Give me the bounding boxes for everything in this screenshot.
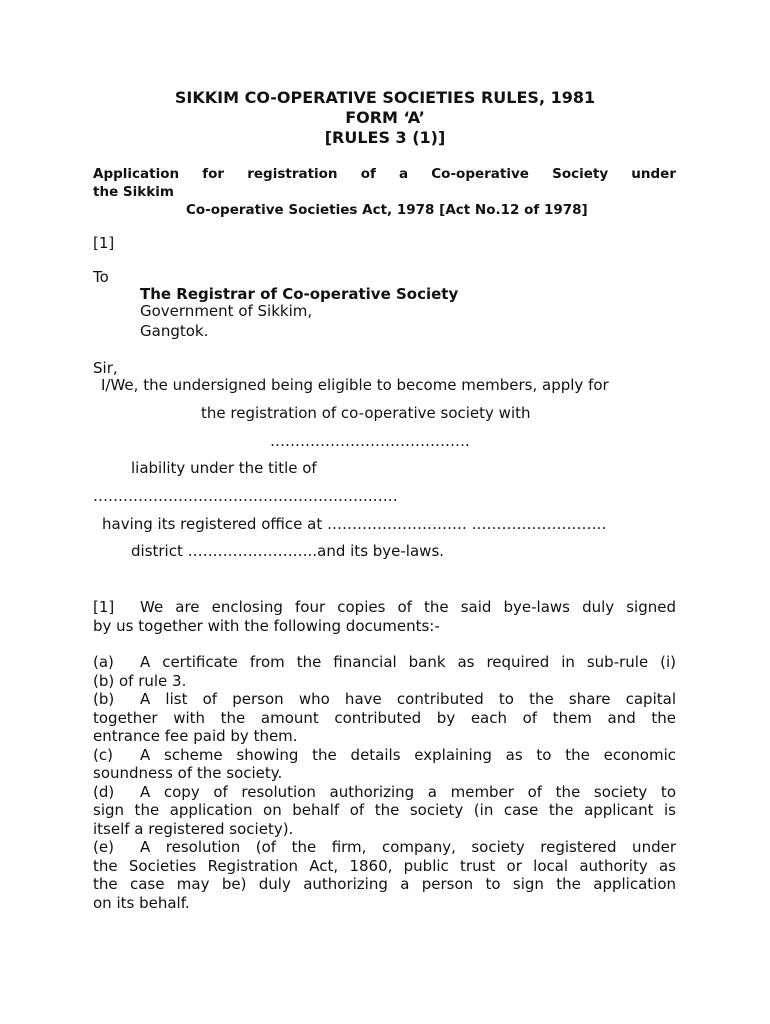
body-line-2: the registration of co-operative society with — [201, 404, 531, 422]
body-line-5-dots: ……………………………………………….…… — [93, 487, 398, 505]
form-name: FORM ‘A’ — [345, 108, 425, 127]
form-rule-reference: [RULES 3 (1)] — [324, 128, 446, 147]
enclosing-line-2: by us together with the following documents:- — [93, 616, 440, 635]
list-item: (a) A certificate from the financial bank as required in sub-rule (i) (b) of rule 3. — [93, 653, 676, 690]
address-line-2: Gangtok. — [140, 322, 209, 340]
reference-marker: [1] — [93, 234, 115, 252]
body-line-7: district ……………………..and its bye-laws. — [131, 542, 445, 560]
subheading-line-1: Application for registration of a Co-operative Society under — [93, 166, 676, 182]
body-line-6: having its registered office at ………………………. ……………………… — [102, 515, 607, 533]
list-item: (c) A scheme showing the details explaining as to the economic soundness of the society. — [93, 745, 676, 782]
subheading-line-2: the Sikkim — [93, 184, 174, 200]
body-line-4: liability under the title of — [131, 459, 317, 477]
address-to: To — [93, 268, 109, 286]
list-item: (d) A copy of resolution authorizing a member of the society to sign the application on behalf of the society (in case the applicant is itself a registered society). — [93, 782, 676, 838]
enclosing-marker: [1] — [93, 598, 115, 616]
subheading-line-3: Co-operative Societies Act, 1978 [Act No.12 of 1978] — [186, 202, 588, 218]
list-item: (b) A list of person who have contributed to the share capital together with the amount contributed by each of them and the entrance fee paid by them. — [93, 690, 676, 745]
body-line-3-dots: …………………………………. — [270, 432, 470, 450]
enclosing-paragraph — [93, 598, 676, 635]
address-recipient: The Registrar of Co-operative Society — [140, 285, 459, 303]
body-line-1: I/We, the undersigned being eligible to become members, apply for — [101, 376, 609, 394]
list-item: (e) A resolution (of the firm, company, society registered under the Societies Registration Act, 1860, public trust or local authority as the case may be) duly authorizing a person to sign the application on its behalf. — [93, 838, 676, 912]
salutation: Sir, — [93, 359, 118, 377]
address-line-1: Government of Sikkim, — [140, 302, 313, 320]
enclosing-line-1: [1] We are enclosing four copies of the said bye-laws duly signed — [93, 598, 676, 616]
documents-list — [93, 653, 676, 912]
form-title: SIKKIM CO-OPERATIVE SOCIETIES RULES, 1981 — [174, 88, 596, 107]
